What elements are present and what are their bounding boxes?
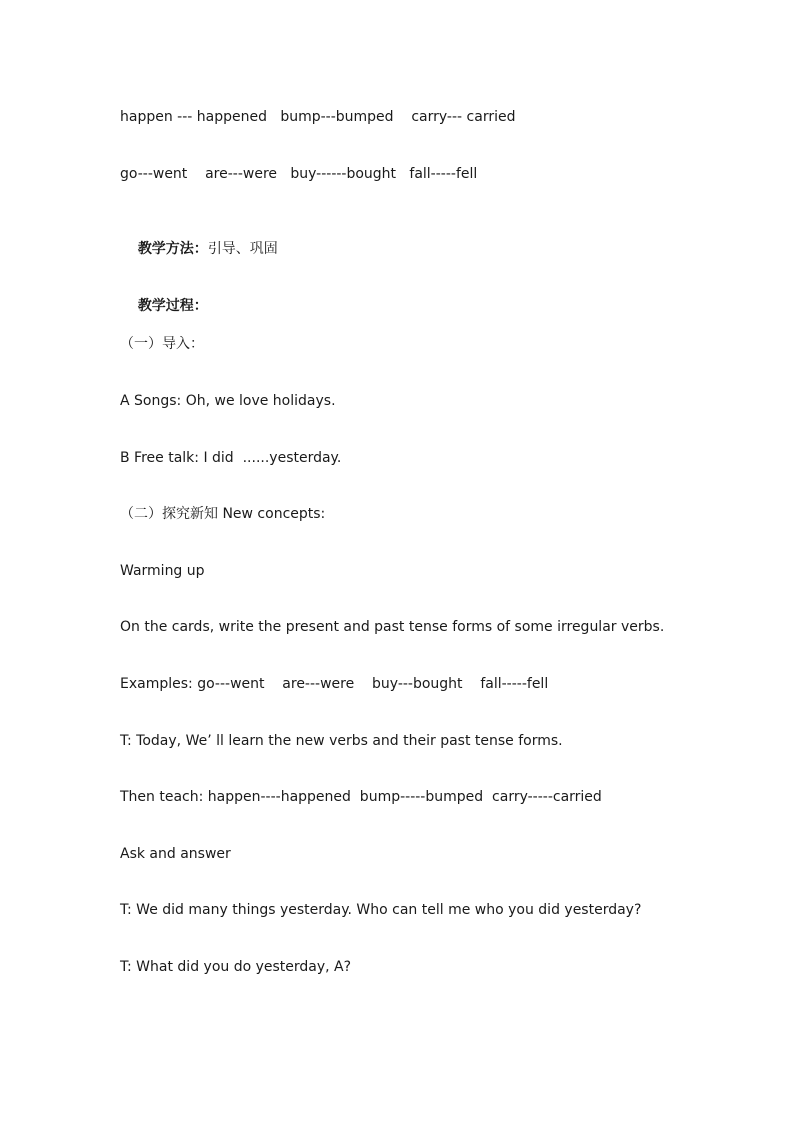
section-1-heading: （一）导入：	[120, 336, 204, 352]
teaching-process-label: 教学过程：	[137, 298, 208, 314]
cards-instruction-line: On the cards, write the present and past tense forms of some irregular verbs.	[120, 619, 665, 635]
teaching-process-heading	[120, 279, 208, 333]
then-teach-line: Then teach: happen----happened bump-----bumped carry-----carried	[120, 789, 602, 805]
songs-line: A Songs: Oh, we love holidays.	[120, 393, 336, 409]
teaching-method-line	[120, 222, 278, 276]
teaching-method-label: 教学方法：	[137, 241, 208, 257]
teacher-line-2: T: We did many things yesterday. Who can tell me who you did yesterday?	[120, 902, 642, 918]
ask-answer-heading: Ask and answer	[120, 846, 231, 862]
free-talk-line: B Free talk: I did ......yesterday.	[120, 450, 342, 466]
warming-up-heading: Warming up	[120, 563, 205, 579]
examples-line: Examples: go---went are---were buy---bought fall-----fell	[120, 676, 549, 692]
verb-forms-line-2: go---went are---were buy------bought fall-----fell	[120, 166, 478, 182]
section-2-heading: （二）探究新知 New concepts:	[120, 506, 326, 522]
verb-forms-line-1: happen --- happened bump---bumped carry--- carried	[120, 109, 516, 125]
teaching-method-text: 引导、巩固	[207, 241, 278, 257]
teacher-line-1: T: Today, We’ ll learn the new verbs and their past tense forms.	[120, 733, 563, 749]
teacher-line-3: T: What did you do yesterday, A?	[120, 959, 352, 975]
